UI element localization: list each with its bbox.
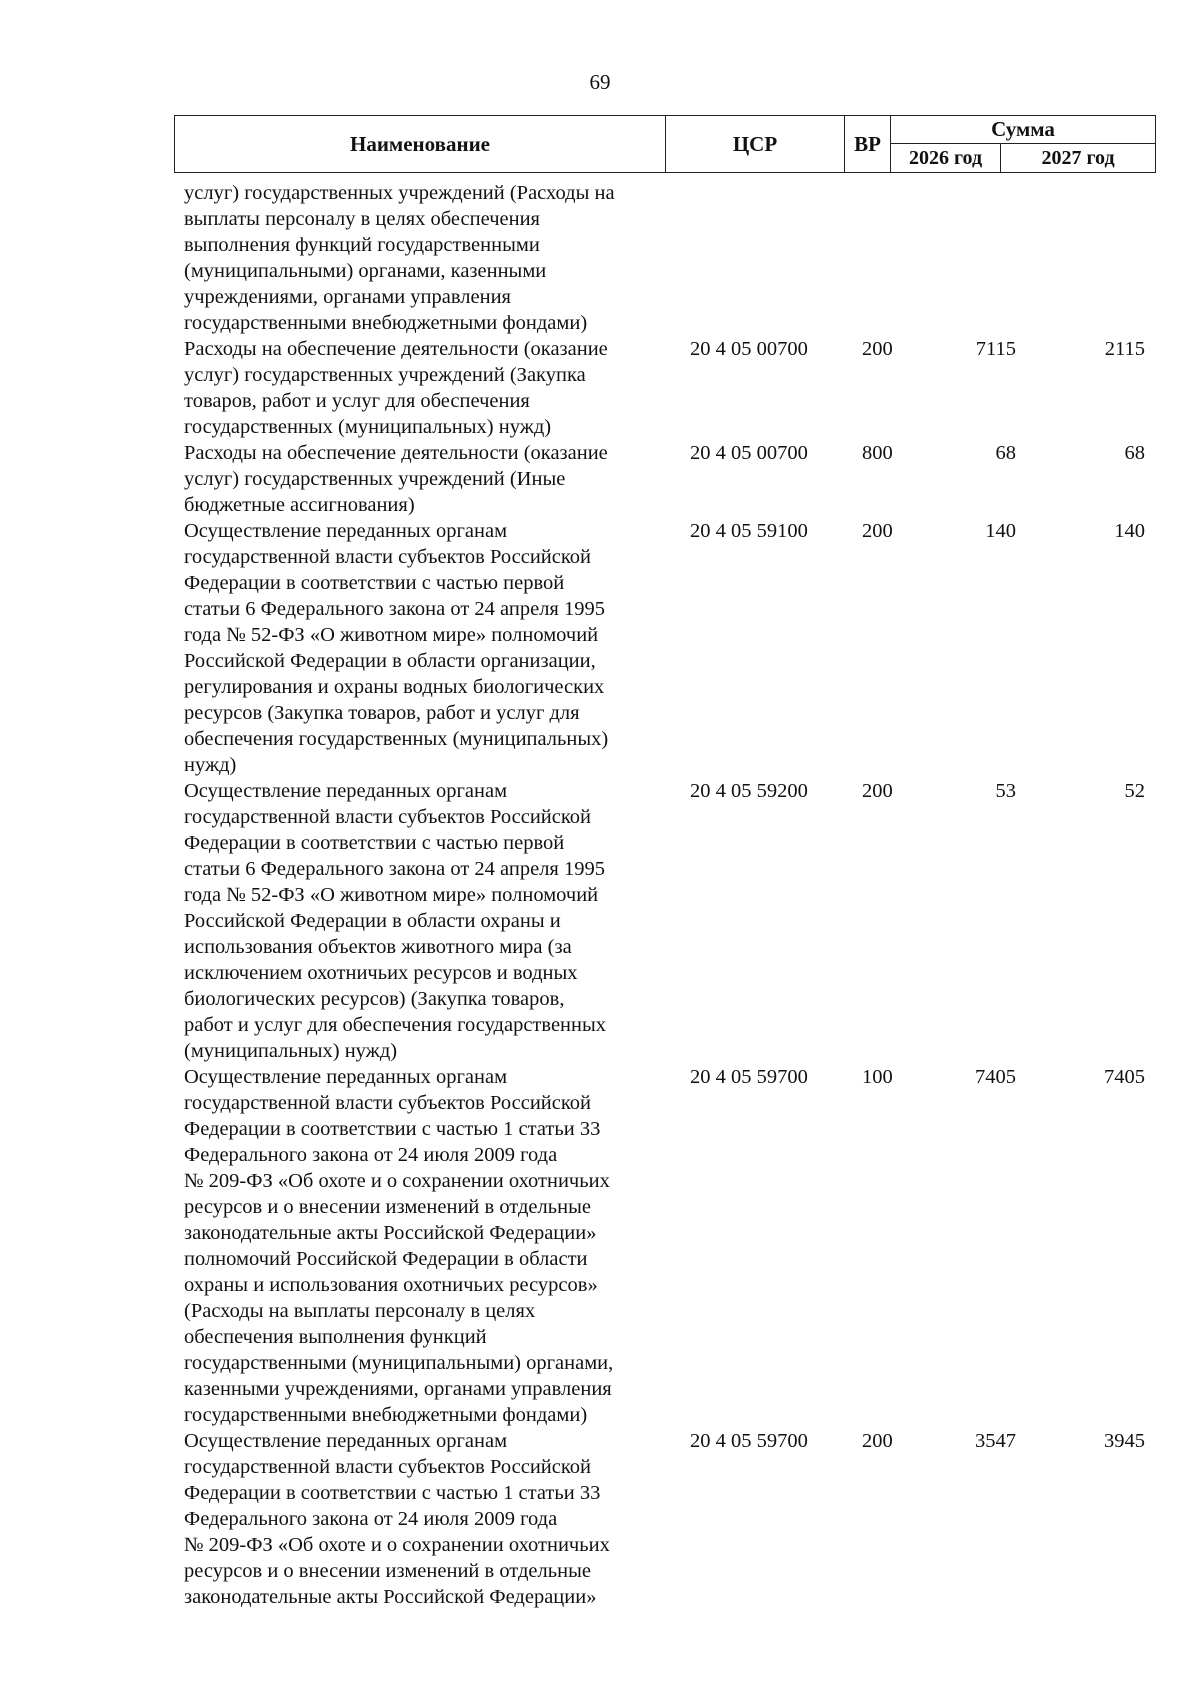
row-name-line: товаров, работ и услуг для обеспечения xyxy=(184,390,530,412)
row-name-line: государственных (муниципальных) нужд) xyxy=(184,416,552,438)
row-name-line: Федерации в соответствии с частью первой xyxy=(184,832,565,854)
row-name-line: государственной власти субъектов Российской xyxy=(184,1456,592,1478)
header-year-2027: 2027 год xyxy=(1041,146,1115,169)
row-sum-2026: 3547 xyxy=(975,1430,1016,1452)
row-name-line: № 209-ФЗ «Об охоте и о сохранении охотничьих xyxy=(184,1170,610,1192)
row-name-line: № 209-ФЗ «Об охоте и о сохранении охотничьих xyxy=(184,1534,610,1556)
row-csr: 20 4 05 59100 xyxy=(690,520,808,542)
row-name xyxy=(184,1064,660,1428)
row-name-line: ресурсов и о внесении изменений в отдельные xyxy=(184,1196,591,1218)
row-csr: 20 4 05 59200 xyxy=(690,780,808,802)
row-name-line: Федерального закона от 24 июля 2009 года xyxy=(184,1508,558,1530)
row-name-line: биологических ресурсов) (Закупка товаров, xyxy=(184,988,565,1010)
row-name-line: государственными внебюджетными фондами) xyxy=(184,312,588,334)
row-vr: 200 xyxy=(862,520,893,542)
row-csr: 20 4 05 00700 xyxy=(690,442,808,464)
row-sum-2027: 140 xyxy=(1114,520,1145,542)
row-name xyxy=(184,518,660,778)
row-name-line: Расходы на обеспечение деятельности (оказание xyxy=(184,442,608,464)
row-name-line: статьи 6 Федерального закона от 24 апреля 1995 xyxy=(184,858,605,880)
row-name-line: законодательные акты Российской Федерации» xyxy=(184,1222,597,1244)
row-name-line: охраны и использования охотничьих ресурсов» xyxy=(184,1274,598,1296)
table-row xyxy=(0,440,1200,518)
row-sum-2026: 53 xyxy=(995,780,1016,802)
row-sum-2026: 68 xyxy=(995,442,1016,464)
row-name-line: государственными (муниципальными) органами, xyxy=(184,1352,614,1374)
row-name-line: обеспечения выполнения функций xyxy=(184,1326,487,1348)
row-name-line: услуг) государственных учреждений (Закупка xyxy=(184,364,586,386)
row-sum-2027: 3945 xyxy=(1104,1430,1145,1452)
row-name-line: (муниципальных) нужд) xyxy=(184,1040,398,1062)
row-sum-2026: 7405 xyxy=(975,1066,1016,1088)
row-sum-2027: 2115 xyxy=(1104,338,1145,360)
row-sum-2027: 7405 xyxy=(1104,1066,1145,1088)
row-name-line: (муниципальными) органами, казенными xyxy=(184,260,547,282)
row-sum-2026: 140 xyxy=(985,520,1016,542)
row-sum-2026: 7115 xyxy=(975,338,1016,360)
page-number: 69 xyxy=(589,70,611,94)
row-name-line: Федерации в соответствии с частью 1 статьи 33 xyxy=(184,1118,601,1140)
row-name-line: года № 52-ФЗ «О животном мире» полномочий xyxy=(184,624,599,646)
table-row xyxy=(0,336,1200,440)
row-vr: 200 xyxy=(862,338,893,360)
row-name xyxy=(184,336,660,440)
header-sum: Сумма xyxy=(891,116,1155,144)
row-name-line: ресурсов (Закупка товаров, работ и услуг для xyxy=(184,702,580,724)
row-name-line: Федерального закона от 24 июля 2009 года xyxy=(184,1144,558,1166)
row-name-line: нужд) xyxy=(184,754,237,776)
table-row xyxy=(0,180,1200,336)
row-name-line: выплаты персоналу в целях обеспечения xyxy=(184,208,540,230)
table-row xyxy=(0,518,1200,778)
row-name-line: государственной власти субъектов Российской xyxy=(184,806,592,828)
row-name xyxy=(184,180,660,336)
row-name-line: исключением охотничьих ресурсов и водных xyxy=(184,962,578,984)
header-year-2026: 2026 год xyxy=(891,144,1001,172)
row-name-line: (Расходы на выплаты персоналу в целях xyxy=(184,1300,536,1322)
row-name-line: услуг) государственных учреждений (Иные xyxy=(184,468,566,490)
header-name: Наименование xyxy=(175,116,666,172)
header-csr: ЦСР xyxy=(666,116,845,172)
row-name-line: работ и услуг для обеспечения государственных xyxy=(184,1014,607,1036)
row-name-line: регулирования и охраны водных биологических xyxy=(184,676,605,698)
row-name-line: ресурсов и о внесении изменений в отдельные xyxy=(184,1560,591,1582)
row-csr: 20 4 05 00700 xyxy=(690,338,808,360)
row-name-line: статьи 6 Федерального закона от 24 апреля 1995 xyxy=(184,598,605,620)
row-name-line: услуг) государственных учреждений (Расходы на xyxy=(184,182,615,204)
row-name-line: законодательные акты Российской Федерации» xyxy=(184,1586,597,1608)
row-name-line: года № 52-ФЗ «О животном мире» полномочий xyxy=(184,884,599,906)
row-name-line: Осуществление переданных органам xyxy=(184,1066,508,1088)
row-name-line: Федерации в соответствии с частью 1 статьи 33 xyxy=(184,1482,601,1504)
row-csr: 20 4 05 59700 xyxy=(690,1430,808,1452)
row-name-line: выполнения функций государственными xyxy=(184,234,540,256)
row-name-line: Российской Федерации в области организации, xyxy=(184,650,596,672)
row-name-line: казенными учреждениями, органами управления xyxy=(184,1378,612,1400)
row-vr: 200 xyxy=(862,1430,893,1452)
row-name-line: государственными внебюджетными фондами) xyxy=(184,1404,588,1426)
row-name xyxy=(184,440,660,518)
row-vr: 100 xyxy=(862,1066,893,1088)
table-row xyxy=(0,1428,1200,1610)
row-vr: 200 xyxy=(862,780,893,802)
row-name-line: использования объектов животного мира (за xyxy=(184,936,572,958)
row-name xyxy=(184,778,660,1064)
row-name-line: Осуществление переданных органам xyxy=(184,780,508,802)
row-name-line: Осуществление переданных органам xyxy=(184,1430,508,1452)
row-csr: 20 4 05 59700 xyxy=(690,1066,808,1088)
row-name-line: Российской Федерации в области охраны и xyxy=(184,910,561,932)
row-sum-2027: 52 xyxy=(1124,780,1145,802)
row-name xyxy=(184,1428,660,1610)
row-name-line: обеспечения государственных (муниципальных) xyxy=(184,728,609,750)
row-name-line: государственной власти субъектов Российской xyxy=(184,546,592,568)
row-name-line: учреждениями, органами управления xyxy=(184,286,511,308)
table-row xyxy=(0,778,1200,1064)
row-name-line: государственной власти субъектов Российской xyxy=(184,1092,592,1114)
row-vr: 800 xyxy=(862,442,893,464)
row-name-line: бюджетные ассигнования) xyxy=(184,494,415,516)
row-name-line: Расходы на обеспечение деятельности (оказание xyxy=(184,338,608,360)
row-sum-2027: 68 xyxy=(1124,442,1145,464)
row-name-line: Осуществление переданных органам xyxy=(184,520,508,542)
header-vr: ВР xyxy=(845,116,891,172)
table-row xyxy=(0,1064,1200,1428)
row-name-line: Федерации в соответствии с частью первой xyxy=(184,572,565,594)
row-name-line: полномочий Российской Федерации в области xyxy=(184,1248,588,1270)
